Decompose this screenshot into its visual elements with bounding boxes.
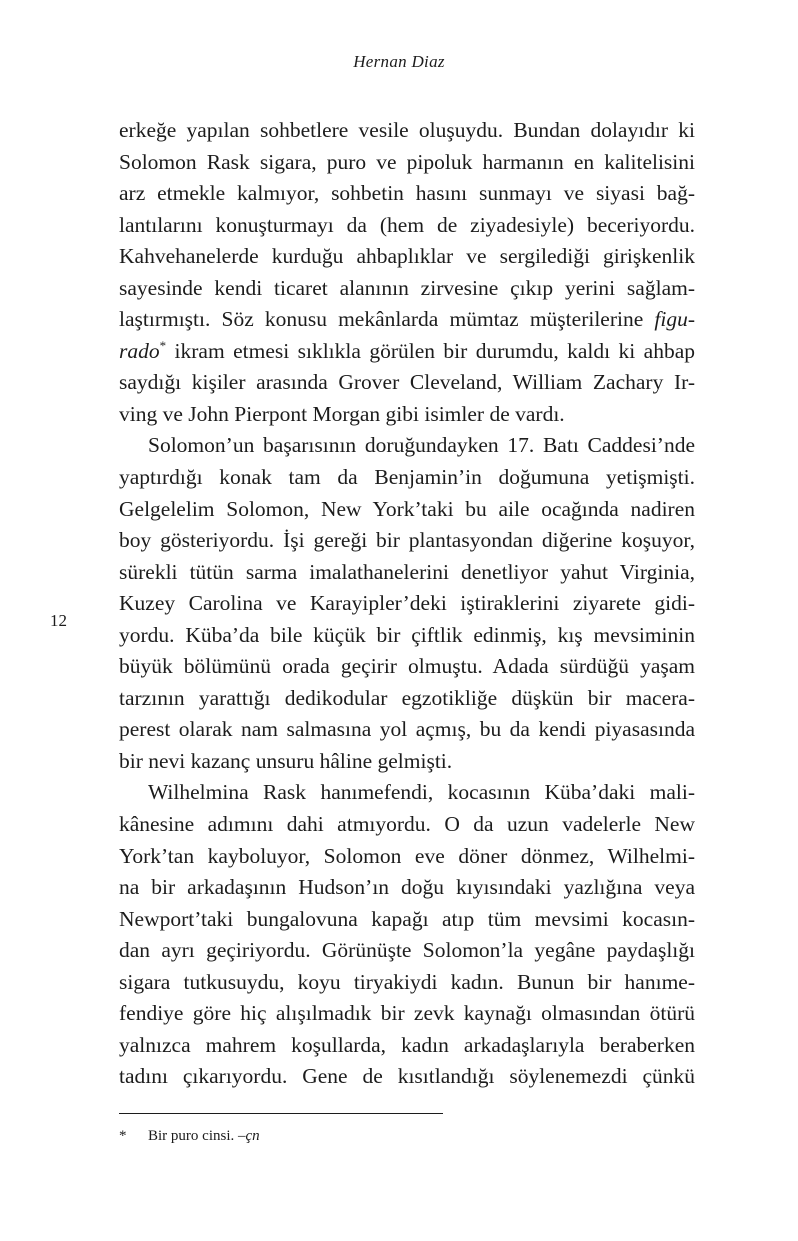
line-text: Wilhelmina Rask hanımefendi, kocasının Küba’daki mali- — [148, 780, 695, 805]
line-text: York’tan kayboluyor, Solomon eve döner dönmez, Wilhelmi- — [119, 843, 695, 868]
line-text: sigara tutkusuydu, koyu tiryakiydi kadın. Bunun bir hanıme- — [119, 969, 695, 994]
text-line — [119, 115, 695, 147]
line-text: Newport’taki bungalovuna kapağı atıp tüm mevsimi kocasın- — [119, 906, 695, 931]
line-text: erkeğe yapılan sohbetlere vesile oluşuydu. Bundan dolayıdır ki — [119, 118, 695, 142]
line-text: perest olarak nam salmasına yol açmış, bu da kendi piyasasında — [119, 717, 695, 742]
line-text: yalnızca mahrem koşullarda, kadın arkadaşlarıyla beraberken — [119, 1032, 695, 1057]
running-header-author: Hernan Diaz — [353, 52, 445, 71]
text-line — [119, 304, 695, 336]
footnote — [119, 1128, 260, 1145]
line-text: Solomon Rask sigara, puro ve pipoluk harmanın en kalitelisini — [119, 149, 695, 174]
line-text: na bir arkadaşının Hudson’ın doğu kıyısındaki yazlığına veya — [119, 875, 695, 900]
line-text: büyük bölümünü orada geçirir olmuştu. Adada sürdüğü yaşam — [119, 654, 695, 679]
text-line — [119, 367, 695, 399]
text-line — [119, 683, 695, 715]
text-line — [119, 620, 695, 652]
text-line — [119, 210, 695, 242]
text-line — [119, 525, 695, 557]
text-line — [119, 809, 695, 841]
footnote-reference: * — [159, 337, 167, 353]
text-line — [119, 147, 695, 179]
text-line — [119, 904, 695, 936]
text-line — [119, 462, 695, 494]
text-line — [119, 1030, 695, 1062]
line-text: yaptırdığı konak tam da Benjamin’in doğumuna yetişmişti. — [119, 465, 695, 490]
text-line — [119, 273, 695, 305]
line-text: tadını çıkarıyordu. Gene de kısıtlandığı söylenemezdi çünkü — [119, 1064, 695, 1089]
line-text: Solomon’un başarısının doruğundayken 17. Batı Caddesi’nde — [148, 433, 695, 458]
line-text: tarzının yarattığı dedikodular egzotikliğe düşkün bir macera- — [119, 685, 695, 710]
text-line — [119, 588, 695, 620]
line-text: lantılarını konuşturmayı da (hem de ziyadesiyle) beceriyordu. — [119, 212, 695, 237]
footnote-rule — [119, 1113, 443, 1114]
text-line — [119, 336, 695, 368]
page-number: 12 — [50, 611, 67, 630]
italic-word: figu- — [654, 307, 695, 332]
text-line — [119, 967, 695, 999]
text-line — [119, 430, 695, 462]
line-text: laştırmıştı. Söz konusu mekânlarda mümtaz müşterilerine — [119, 307, 655, 332]
text-line — [119, 1061, 695, 1093]
line-text: saydığı kişiler arasında Grover Cleveland, William Zachary Ir- — [119, 370, 695, 395]
text-line — [119, 998, 695, 1030]
text-line — [119, 872, 695, 904]
footnote-mark: * — [119, 1128, 127, 1144]
line-text: arz etmekle kalmıyor, sohbetin hasını sunmayı ve siyasi bağ- — [119, 181, 695, 206]
footnote-signature: çn — [245, 1128, 260, 1144]
text-line — [119, 714, 695, 746]
footnote-text: Bir puro cinsi. – — [148, 1128, 246, 1144]
text-line — [119, 241, 695, 273]
text-line — [119, 494, 695, 526]
text-line — [119, 841, 695, 873]
line-text: sürekli tütün sarma imalathanelerini denetliyor yahut Virginia, — [119, 559, 695, 584]
line-text: Kuzey Carolina ve Karayipler’deki iştiraklerini ziyarete gidi- — [119, 591, 695, 616]
line-text: Kahvehanelerde kurduğu ahbaplıklar ve sergilediği girişkenlik — [119, 244, 695, 269]
text-line — [119, 746, 695, 778]
line-text: kânesine adımını dahi atmıyordu. O da uzun vadelerle New — [119, 812, 695, 837]
text-line — [119, 777, 695, 809]
line-text: ving ve John Pierpont Morgan gibi isimler de vardı. — [119, 401, 565, 426]
text-line — [119, 557, 695, 589]
line-text: bir nevi kazanç unsuru hâline gelmişti. — [119, 748, 453, 773]
text-line — [119, 178, 695, 210]
text-line — [119, 935, 695, 967]
line-text: dan ayrı geçiriyordu. Görünüşte Solomon’la yegâne paydaşlığı — [119, 938, 695, 963]
text-line — [119, 399, 695, 431]
line-text: Gelgelelim Solomon, New York’taki bu aile ocağında nadiren — [119, 496, 695, 521]
line-text: sayesinde kendi ticaret alanının zirvesine çıkıp yerini sağlam- — [119, 275, 695, 300]
body-text — [119, 115, 695, 1093]
line-text: fendiye göre hiç alışılmadık bir zevk kaynağı olmasından ötürü — [119, 1001, 695, 1026]
line-text: yordu. Küba’da bile küçük bir çiftlik edinmiş, kış mevsiminin — [119, 622, 695, 647]
line-text: ikram etmesi sıklıkla görülen bir durumdu, kaldı ki ahbap — [166, 338, 695, 363]
italic-word: rado — [119, 338, 160, 363]
line-text: boy gösteriyordu. İşi gereği bir plantasyondan diğerine koşuyor, — [119, 528, 695, 553]
text-line — [119, 651, 695, 683]
